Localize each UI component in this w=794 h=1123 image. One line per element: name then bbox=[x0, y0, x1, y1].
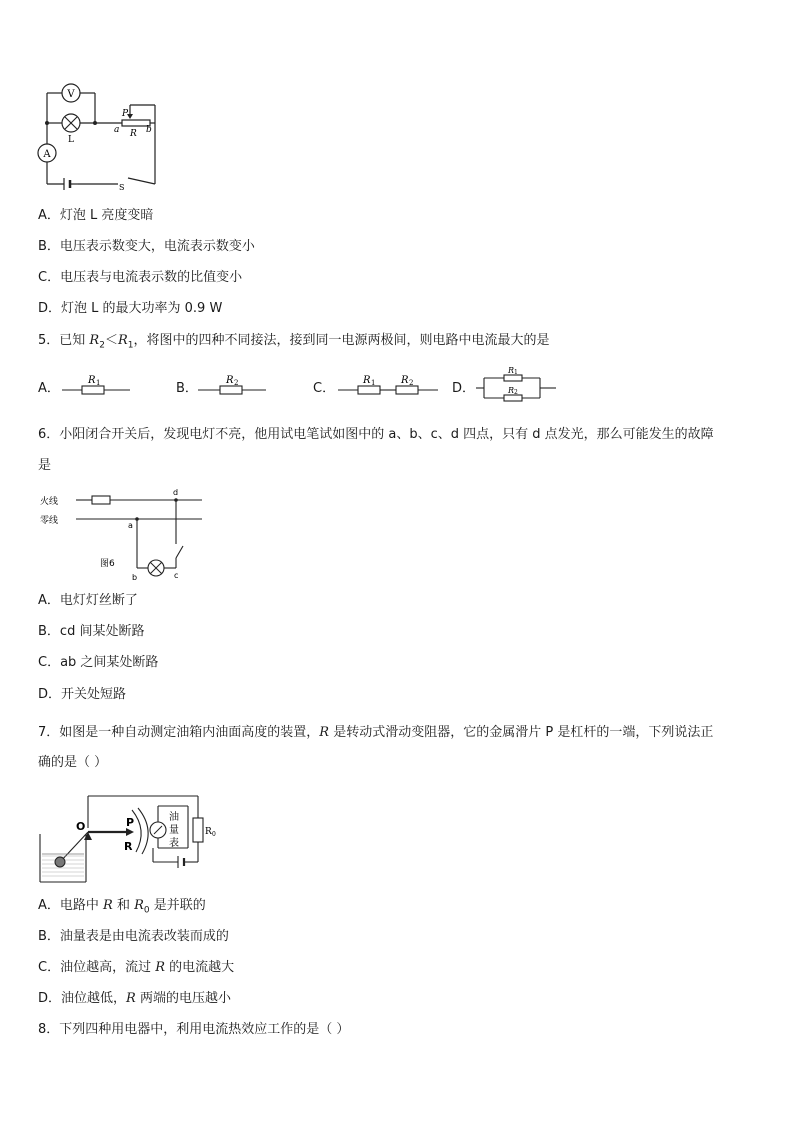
q5-d-r2-label: R bbox=[508, 386, 515, 395]
q5-b-r2-label: R bbox=[226, 375, 234, 386]
q6-neutral-wire-label: 零线 bbox=[40, 516, 59, 526]
q7-resistor-r-label: R bbox=[124, 840, 133, 853]
q5-stem-prefix: 5．已知 bbox=[38, 333, 90, 348]
q7-stem-suffix: 是转动式滑动变阻器，它的金属滑片 P 是杠杆的一端，下列说法正 bbox=[329, 725, 714, 740]
point-b-label: b bbox=[146, 125, 152, 135]
q5-c-r2-sub: 2 bbox=[409, 379, 414, 387]
q4-option-b[interactable]: B．电压表示数变大，电流表示数变小 bbox=[38, 239, 255, 254]
slider-p-label: P bbox=[122, 109, 129, 119]
q7-d-prefix: D．油位越低， bbox=[38, 991, 127, 1006]
q7-stem-r: R bbox=[319, 725, 330, 740]
q5-option-a-label[interactable]: A． bbox=[38, 381, 60, 396]
q7-option-b[interactable]: B．油量表是由电流表改装而成的 bbox=[38, 929, 229, 944]
q5-stem-r1-sub: 1 bbox=[127, 340, 134, 351]
q5-d-r1-sub: 1 bbox=[514, 369, 518, 376]
q5-stem bbox=[38, 332, 550, 355]
q7-stem-line2: 确的是（ ） bbox=[38, 755, 108, 770]
q7-a-mid: 和 bbox=[112, 898, 135, 913]
q6-point-b: b bbox=[132, 573, 138, 582]
q7-a-r0: R bbox=[134, 898, 144, 913]
q7-meter-label-2: 量 bbox=[169, 825, 179, 836]
q6-live-wire-label: 火线 bbox=[40, 497, 59, 507]
q6-point-a: a bbox=[128, 521, 133, 530]
q7-stem-prefix: 7．如图是一种自动测定油箱内油面高度的装置， bbox=[38, 725, 320, 740]
q5-a-r1-label: R bbox=[88, 375, 96, 386]
lamp-symbol bbox=[62, 114, 80, 132]
voltmeter-label: V bbox=[67, 89, 75, 100]
point-a-label: a bbox=[114, 125, 120, 135]
q4-circuit-diagram bbox=[34, 80, 164, 192]
q7-meter-label-1: 油 bbox=[169, 812, 179, 823]
q5-option-b-label[interactable]: B． bbox=[176, 381, 198, 396]
q5-stem-r2: R bbox=[89, 333, 100, 348]
q7-a-r0-sub: 0 bbox=[143, 905, 150, 916]
q5-stem-r1: R bbox=[117, 333, 128, 348]
q7-c-suffix: 的电流越大 bbox=[165, 960, 235, 975]
q7-d-r: R bbox=[126, 991, 136, 1006]
q5-stem-suffix: ，将图中的四种不同接法，接到同一电源两极间，则电路中电流最大的是 bbox=[133, 333, 550, 348]
q6-point-d: d bbox=[173, 488, 179, 497]
q6-option-c[interactable]: C．ab 之间某处断路 bbox=[38, 655, 159, 670]
q5-c-r1-sub: 1 bbox=[371, 379, 376, 387]
q5-stem-lt: ＜ bbox=[104, 333, 118, 348]
q6-circuit-diagram bbox=[40, 486, 210, 584]
q7-pivot-o-label: O bbox=[76, 820, 86, 833]
q6-figure-label: 图6 bbox=[100, 559, 115, 569]
q7-a-prefix: A．电路中 bbox=[38, 898, 104, 913]
rheostat-r-label: R bbox=[130, 129, 137, 139]
q6-option-a[interactable]: A．电灯灯丝断了 bbox=[38, 593, 138, 608]
q6-stem-line2: 是 bbox=[38, 458, 52, 473]
q5-option-c-label[interactable]: C． bbox=[313, 381, 336, 396]
q4-option-d[interactable]: D．灯泡 L 的最大功率为 0.9 W bbox=[38, 301, 223, 316]
q7-option-c[interactable] bbox=[38, 959, 234, 977]
q5-b-r2-sub: 2 bbox=[234, 379, 239, 387]
q7-c-prefix: C．油位越高，流过 bbox=[38, 960, 156, 975]
q7-option-a[interactable] bbox=[38, 897, 206, 920]
q8-stem: 8．下列四种用电器中，利用电流热效应工作的是（ ） bbox=[38, 1022, 350, 1037]
q5-c-r1-label: R bbox=[363, 375, 371, 386]
q5-option-a-diagram bbox=[62, 372, 130, 400]
q4-option-c[interactable]: C．电压表与电流表示数的比值变小 bbox=[38, 270, 243, 285]
q6-point-c: c bbox=[174, 571, 179, 580]
q5-stem-r2-sub: 2 bbox=[99, 340, 105, 351]
q7-slider-p-label: P bbox=[126, 816, 135, 829]
lamp-label: L bbox=[68, 135, 74, 145]
q7-a-suffix: 是并联的 bbox=[149, 898, 206, 913]
q7-r0-sub: 0 bbox=[212, 831, 216, 838]
q7-a-r: R bbox=[103, 898, 113, 913]
q7-d-suffix: 两端的电压越小 bbox=[135, 991, 231, 1006]
q5-c-r2-label: R bbox=[401, 375, 409, 386]
switch-label: S bbox=[119, 183, 125, 192]
q6-option-d[interactable]: D．开关处短路 bbox=[38, 687, 127, 702]
q5-option-b-diagram bbox=[198, 372, 266, 400]
q6-option-b[interactable]: B．cd 间某处断路 bbox=[38, 624, 145, 639]
q7-oil-gauge-diagram bbox=[38, 790, 218, 886]
q7-c-r: R bbox=[155, 960, 166, 975]
q5-option-d-label[interactable]: D． bbox=[452, 381, 476, 396]
q7-r0-label: R bbox=[205, 827, 212, 837]
q5-a-r1-sub: 1 bbox=[96, 379, 101, 387]
q5-option-d-diagram bbox=[476, 364, 556, 408]
q6-lamp-symbol bbox=[148, 560, 164, 576]
q5-d-r2-sub: 2 bbox=[514, 389, 518, 396]
q7-meter-label-3: 表 bbox=[169, 838, 179, 849]
q4-option-a[interactable]: A．灯泡 L 亮度变暗 bbox=[38, 208, 154, 223]
q5-option-c-diagram bbox=[338, 372, 438, 400]
q7-stem-line1 bbox=[38, 724, 713, 742]
ammeter-label: A bbox=[43, 149, 51, 160]
q7-option-d[interactable] bbox=[38, 990, 231, 1008]
q6-stem-line1: 6．小阳闭合开关后，发现电灯不亮，他用试电笔试如图中的 a、b、c、d 四点，只有 d 点发光，那么可能发生的故障 bbox=[38, 427, 714, 442]
q5-d-r1-label: R bbox=[508, 366, 515, 375]
